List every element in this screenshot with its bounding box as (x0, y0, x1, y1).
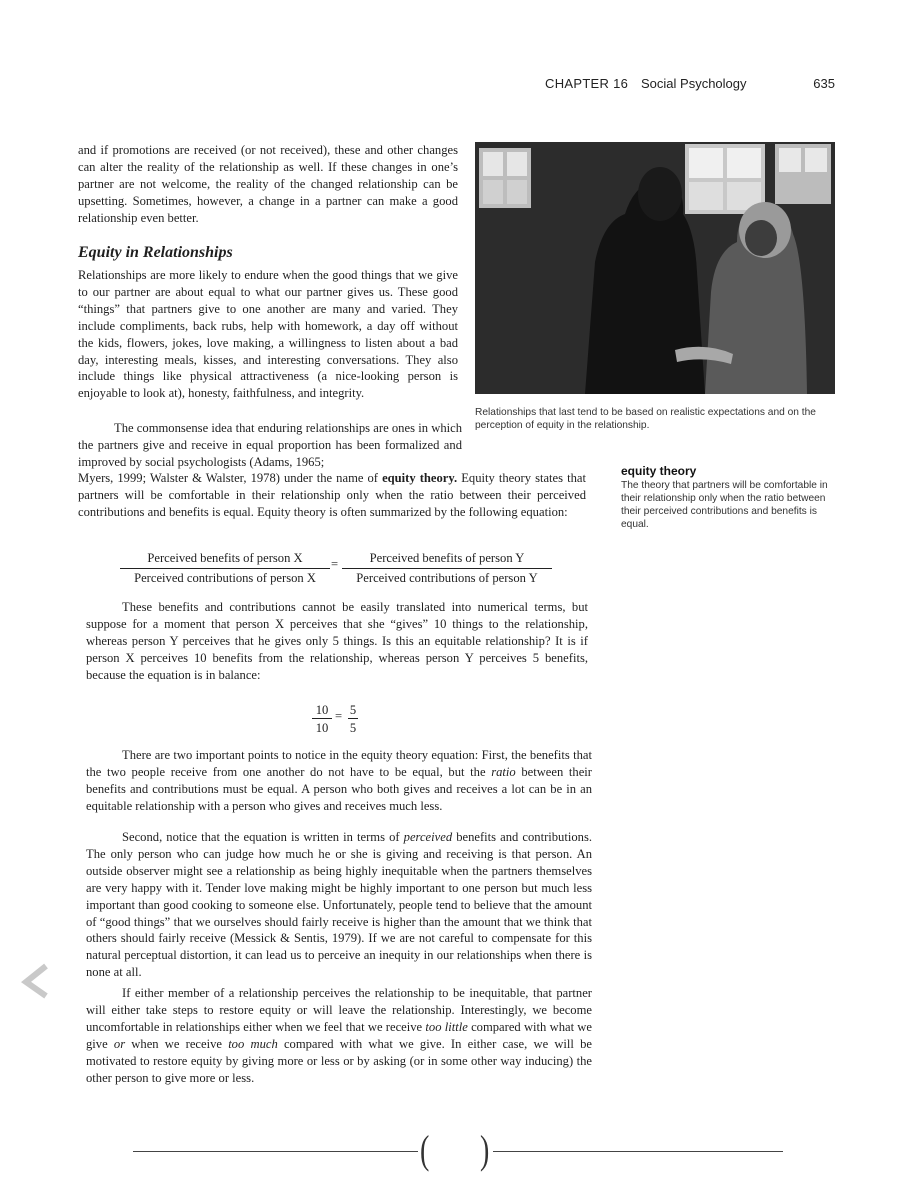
page-edge-mark (18, 960, 58, 1000)
body-paragraph-6 (86, 985, 592, 1086)
intro-paragraph: and if promotions are received (or not received), these and other changes can alter the reality of the relationship as well. If these changes in one’s partner are not welcome, the reality of the changed relationship can be upsetting. Sometimes, however, a change in a partner can make a good relationship even better. (78, 143, 458, 225)
body-text: between their benefits and contributions must be equal. A person who both gives and receives a lot can be in an equitable relationship with a person who gives and receives much less. (86, 764, 592, 813)
denominator: 5 (349, 721, 357, 735)
emphasis: too much (228, 1036, 278, 1051)
body-text: compared with what we give (86, 1019, 592, 1051)
glossary-definition: The theory that partners will be comfortable in their relationship only when the ratio between their perceived contributions and benefits is equal. (621, 480, 828, 530)
key-term: equity theory. (382, 471, 458, 485)
numerator: Perceived benefits of person Y (342, 550, 552, 569)
footer-bracket-right: ) (479, 1127, 490, 1172)
body-paragraph-3: These benefits and contributions cannot be easily translated into numerical terms, but suppose for a moment that person X perceives that she “gives” 10 things to the relationship, whereas person Y perceives that he gives only 5 things. Is this an equitable relationship? It is if person X perceives 10 benefits from the relationship, whereas person Y perceives 5 benefits, because the equation is in balance: (86, 600, 588, 682)
chapter-label: CHAPTER 16 (545, 76, 629, 91)
equals-sign: = (335, 709, 343, 723)
photo-caption: Relationships that last tend to be based on realistic expectations and on the perception of equity in the relationship. (475, 407, 816, 431)
section-title: Social Psychology (641, 76, 747, 91)
numeric-equation (312, 702, 372, 738)
footer-bracket-left: ( (419, 1127, 430, 1172)
photo-illustration (475, 142, 835, 394)
section-heading: Equity in Relationships (78, 244, 233, 261)
body-paragraph-2-start: The commonsense idea that enduring relationships are ones in which the partners give and receive in equal proportion has been formalized and improved by social psychologists (Adams, 1965; (78, 421, 462, 469)
numerator: 10 (312, 702, 332, 719)
denominator: Perceived contributions of person X (134, 571, 316, 585)
glossary-box (621, 464, 841, 531)
footer-rule-left (133, 1151, 418, 1152)
body-text: benefits and contributions. The only person who can judge how much he or she is giving and receiving is that person. An outside observer might see a relationship as being highly inequitable when the partners themselves are very happy with it. Tender love making might be highly important to one person but much less important than good cooking to someone else. Unfortunately, people tend to believe that the amount of “good things” that we ourselves should fairly receive is higher than the amount that we think that others should fairly receive (Messick & Sentis, 1979). If we are not careful to compensate for this natural perceptual distortion, it can lead us to perceive an inequity in our relationships when there is none at all. (86, 830, 592, 980)
body-text: There are two important points to notice in the equity theory equation: First, the benefits that the two people receive from one another do not have to be equal, but the (86, 748, 592, 779)
body-paragraph-5 (86, 829, 592, 981)
emphasis: too little (425, 1019, 468, 1034)
body-text: Myers, 1999; Walster & Walster, 1978) under the name of (78, 471, 378, 485)
fraction-five (348, 702, 358, 736)
body-text: when we receive (131, 1036, 222, 1051)
numerator: 5 (349, 703, 357, 717)
equity-equation (120, 550, 560, 590)
page-number: 635 (813, 76, 835, 91)
fraction-person-x (120, 550, 330, 587)
emphasis: or (113, 1036, 126, 1051)
body-text: If either member of a relationship perceives the relationship to be inequitable, that partner will either take steps to restore equity or will leave the relationship. Interestingly, we become uncomfortable in relationships either when we feel that we receive (86, 986, 592, 1034)
numerator: Perceived benefits of person X (120, 550, 330, 569)
fraction-ten (312, 702, 332, 736)
emphasis: ratio (491, 764, 516, 779)
body-paragraph-4 (86, 747, 592, 815)
body-text: Second, notice that the equation is written in terms of (122, 830, 400, 844)
body-text: compared with what we give. In either case, we will be motivated to restore equity by giving more or less or by asking (or in some other way inducing) the other person to give more or less. (86, 1036, 593, 1085)
emphasis: perceived (403, 830, 453, 844)
glossary-term: equity theory (621, 464, 697, 478)
denominator: Perceived contributions of person Y (356, 571, 538, 585)
denominator: 10 (315, 721, 329, 735)
fraction-person-y (342, 550, 552, 587)
couple-photo (475, 142, 835, 394)
footer-rule-right (493, 1151, 783, 1152)
equals-sign: = (331, 557, 339, 571)
body-text: Equity theory states that partners will be comfortable in their relationship only when the ratio between their perceived contributions and benefits is equal. Equity theory is often summarized by the following equation: (78, 471, 586, 519)
body-paragraph-1: Relationships are more likely to endure when the good things that we give to our partner are about equal to what our partner gives us. These good “things” that partners give to one another are many and varied. They include compliments, back rubs, help with homework, a day off without the kids, flowers, jokes, love making, a willingness to listen about a bad day, interesting meals, kisses, and interesting conversations. They also include things like physical attractiveness (a nice-looking person is enjoyable to look at), honesty, faithfulness, and integrity. (78, 268, 458, 401)
body-paragraph-2-cont (78, 470, 586, 521)
